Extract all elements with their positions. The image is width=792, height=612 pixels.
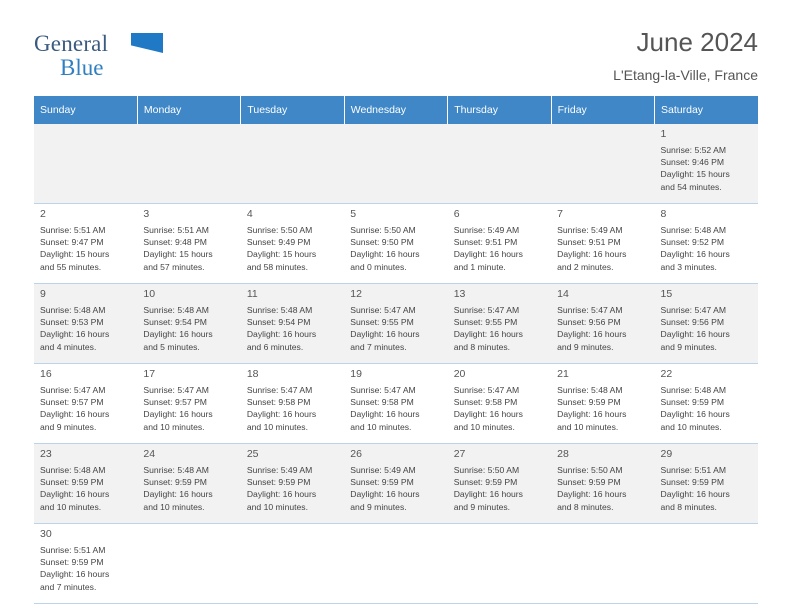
calendar-day-cell[interactable] [655, 284, 758, 364]
day-number: 4 [246, 208, 253, 220]
calendar-week-row [34, 364, 758, 444]
day-number: 11 [246, 288, 258, 300]
day-info-line: Daylight: 16 hours [246, 329, 317, 340]
day-info-line: and 10 minutes. [143, 421, 205, 432]
day-info-line: Sunrise: 5:47 AM [246, 385, 313, 395]
day-info-line: and 9 minutes. [557, 341, 614, 352]
day-info-line: Sunset: 9:59 PM [660, 477, 725, 488]
calendar-day-cell[interactable] [448, 444, 551, 524]
day-info-line: Daylight: 15 hours [246, 249, 317, 260]
day-info-line: Sunrise: 5:48 AM [40, 465, 106, 475]
day-info-line: and 1 minute. [453, 261, 506, 272]
day-info-line: Daylight: 16 hours [350, 409, 420, 420]
day-info-line: Sunset: 9:51 PM [557, 237, 621, 248]
day-number: 21 [557, 368, 569, 380]
day-info-line: Daylight: 16 hours [40, 409, 110, 420]
day-info-line: and 5 minutes. [143, 341, 200, 352]
calendar-cell-empty [241, 124, 344, 204]
day-info-line: Daylight: 16 hours [660, 409, 730, 420]
day-number: 6 [453, 208, 460, 220]
calendar-day-cell[interactable] [344, 284, 447, 364]
day-number: 16 [40, 368, 52, 380]
day-info-line: Sunset: 9:49 PM [246, 237, 311, 248]
day-info-line: Sunrise: 5:47 AM [453, 305, 520, 315]
calendar-day-cell[interactable] [551, 204, 654, 284]
day-info-line: and 55 minutes. [40, 261, 102, 272]
calendar-day-cell[interactable] [241, 364, 344, 444]
day-info-line: Sunrise: 5:48 AM [40, 305, 106, 315]
day-info-line: Sunset: 9:59 PM [246, 477, 311, 488]
day-number: 24 [143, 448, 156, 460]
day-info-line: Sunset: 9:52 PM [660, 237, 725, 248]
day-info-line: Daylight: 15 hours [143, 249, 213, 260]
calendar-day-cell[interactable] [344, 204, 447, 284]
calendar-day-cell[interactable] [34, 444, 137, 524]
day-info-line: Sunrise: 5:51 AM [660, 465, 726, 475]
day-number: 1 [660, 128, 667, 140]
day-info-line: Daylight: 16 hours [143, 409, 213, 420]
title-block [613, 24, 758, 86]
day-info-line: Sunrise: 5:48 AM [557, 385, 623, 395]
calendar-cell-empty [137, 524, 240, 604]
column-header-wednesday: Wednesday [344, 96, 447, 124]
day-info-line: Daylight: 16 hours [453, 329, 523, 340]
day-info-line: Daylight: 16 hours [557, 329, 627, 340]
calendar-cell-empty [344, 124, 447, 204]
calendar-day-cell[interactable] [241, 284, 344, 364]
calendar-cell-empty [344, 524, 447, 604]
day-info-line: Sunset: 9:46 PM [660, 157, 725, 168]
day-info-line: and 10 minutes. [660, 421, 722, 432]
day-info-line: Sunset: 9:59 PM [557, 397, 621, 408]
day-info-line: and 7 minutes. [40, 581, 97, 592]
day-info-line: and 8 minutes. [660, 501, 717, 512]
calendar-day-cell[interactable] [344, 444, 447, 524]
day-number: 12 [350, 288, 362, 300]
day-info-line: Sunrise: 5:51 AM [40, 545, 106, 555]
calendar-cell-empty [551, 524, 654, 604]
day-info-line: Daylight: 16 hours [350, 329, 420, 340]
day-info-line: Daylight: 16 hours [246, 409, 317, 420]
calendar-day-cell[interactable] [551, 284, 654, 364]
day-info-line: Sunset: 9:54 PM [143, 317, 207, 328]
day-info-line: Sunrise: 5:47 AM [40, 385, 106, 395]
day-info-line: Sunset: 9:59 PM [453, 477, 518, 488]
calendar-week-row [34, 524, 758, 604]
day-info-line: Daylight: 16 hours [453, 249, 523, 260]
day-info-line: Sunrise: 5:51 AM [40, 225, 106, 235]
calendar-day-cell[interactable] [34, 204, 137, 284]
calendar-day-cell[interactable] [34, 284, 137, 364]
calendar-table [34, 96, 758, 604]
day-info-line: Daylight: 16 hours [660, 249, 730, 260]
day-number: 2 [40, 208, 46, 220]
day-info-line: Daylight: 16 hours [350, 249, 420, 260]
day-info-line: and 8 minutes. [453, 341, 511, 352]
day-number: 13 [453, 288, 466, 300]
flag-icon [131, 33, 163, 53]
calendar-header-row [34, 96, 758, 124]
calendar-day-cell[interactable] [137, 204, 240, 284]
calendar-week-row [34, 444, 758, 524]
day-info-line: and 10 minutes. [350, 421, 412, 432]
day-info-line: Daylight: 16 hours [557, 409, 627, 420]
day-info-line: Sunset: 9:56 PM [660, 317, 725, 328]
day-info-line: Daylight: 16 hours [40, 489, 110, 500]
calendar-day-cell[interactable] [34, 364, 137, 444]
calendar-day-cell[interactable] [655, 204, 758, 284]
day-info-line: Sunset: 9:50 PM [350, 237, 414, 248]
day-info-line: and 10 minutes. [453, 421, 515, 432]
day-info-line: and 10 minutes. [143, 501, 205, 512]
logo-text-general: General [34, 31, 109, 56]
day-info-line: Sunset: 9:47 PM [40, 237, 104, 248]
column-header-friday: Friday [551, 96, 654, 124]
calendar-day-cell[interactable] [655, 444, 758, 524]
calendar-cell-empty [137, 124, 240, 204]
calendar-cell-empty [448, 124, 551, 204]
day-info-line: Sunset: 9:55 PM [453, 317, 518, 328]
day-info-line: and 3 minutes. [660, 261, 717, 272]
day-number: 7 [557, 208, 563, 220]
day-info-line: Daylight: 16 hours [143, 489, 213, 500]
day-info-line: Sunrise: 5:49 AM [246, 465, 313, 475]
column-header-sunday: Sunday [34, 96, 137, 124]
day-info-line: and 9 minutes. [40, 421, 97, 432]
day-info-line: Sunset: 9:58 PM [246, 397, 311, 408]
day-number: 3 [143, 208, 150, 220]
calendar-day-cell[interactable] [655, 124, 758, 204]
day-info-line: Sunset: 9:56 PM [557, 317, 621, 328]
day-info-line: Daylight: 16 hours [350, 489, 420, 500]
day-info-line: and 7 minutes. [350, 341, 407, 352]
calendar-day-cell[interactable] [448, 204, 551, 284]
calendar-day-cell[interactable] [344, 364, 447, 444]
day-info-line: Sunset: 9:57 PM [40, 397, 104, 408]
day-info-line: Daylight: 15 hours [40, 249, 110, 260]
day-info-line: and 9 minutes. [453, 501, 511, 512]
day-info-line: Sunrise: 5:47 AM [660, 305, 726, 315]
day-info-line: Sunset: 9:48 PM [143, 237, 207, 248]
day-info-line: Sunrise: 5:50 AM [453, 465, 520, 475]
day-number: 27 [453, 448, 466, 460]
calendar-week-row [34, 284, 758, 364]
calendar-day-cell[interactable] [448, 364, 551, 444]
day-info-line: and 10 minutes. [557, 421, 619, 432]
day-info-line: Sunrise: 5:48 AM [143, 305, 209, 315]
day-info-line: Daylight: 16 hours [557, 249, 627, 260]
day-info-line: Sunrise: 5:48 AM [246, 305, 313, 315]
day-info-line: Sunset: 9:58 PM [350, 397, 414, 408]
day-info-line: and 57 minutes. [143, 261, 205, 272]
day-number: 29 [660, 448, 673, 460]
page-title: June 2024 [636, 27, 758, 57]
day-info-line: Sunset: 9:59 PM [40, 557, 104, 568]
day-number: 5 [350, 208, 357, 220]
day-info-line: Sunset: 9:59 PM [660, 397, 725, 408]
day-info-line: Daylight: 16 hours [660, 489, 730, 500]
calendar-body [34, 124, 758, 604]
location-label: L'Etang-la-Ville, France [613, 67, 758, 83]
calendar-cell-empty [241, 524, 344, 604]
day-info-line: Sunrise: 5:49 AM [350, 465, 416, 475]
day-info-line: Daylight: 16 hours [660, 329, 730, 340]
day-info-line: Sunset: 9:58 PM [453, 397, 518, 408]
calendar-day-cell[interactable] [34, 524, 137, 604]
day-info-line: and 54 minutes. [660, 181, 722, 192]
day-info-line: Sunrise: 5:51 AM [143, 225, 209, 235]
day-number: 23 [40, 448, 52, 460]
calendar-cell-empty [655, 524, 758, 604]
day-info-line: and 10 minutes. [246, 421, 308, 432]
day-info-line: Sunrise: 5:50 AM [246, 225, 313, 235]
calendar-day-cell[interactable] [448, 284, 551, 364]
column-header-monday: Monday [137, 96, 240, 124]
day-info-line: Sunset: 9:57 PM [143, 397, 207, 408]
day-number: 18 [246, 368, 259, 380]
day-number: 30 [40, 528, 52, 540]
day-info-line: Daylight: 16 hours [453, 489, 523, 500]
column-header-saturday: Saturday [655, 96, 758, 124]
logo-text-blue: Blue [60, 55, 104, 80]
day-info-line: Sunrise: 5:48 AM [660, 385, 726, 395]
day-number: 15 [660, 288, 673, 300]
calendar-day-cell[interactable] [241, 204, 344, 284]
calendar-day-cell[interactable] [551, 444, 654, 524]
day-info-line: Sunrise: 5:48 AM [143, 465, 209, 475]
day-info-line: and 58 minutes. [246, 261, 308, 272]
day-number: 9 [40, 288, 46, 300]
day-number: 25 [246, 448, 259, 460]
day-info-line: Sunrise: 5:52 AM [660, 145, 726, 155]
day-info-line: Daylight: 16 hours [453, 409, 523, 420]
day-number: 17 [143, 368, 156, 380]
day-info-line: Daylight: 16 hours [557, 489, 627, 500]
page-header [34, 24, 758, 90]
day-info-line: and 10 minutes. [246, 501, 308, 512]
calendar-week-row [34, 124, 758, 204]
day-info-line: Sunrise: 5:50 AM [350, 225, 416, 235]
day-info-line: Sunrise: 5:50 AM [557, 465, 623, 475]
logo [34, 24, 184, 88]
calendar-day-cell[interactable] [137, 364, 240, 444]
day-info-line: Sunrise: 5:47 AM [350, 305, 416, 315]
day-info-line: Sunset: 9:59 PM [557, 477, 621, 488]
calendar-week-row [34, 204, 758, 284]
day-info-line: and 0 minutes. [350, 261, 407, 272]
day-number: 26 [350, 448, 362, 460]
day-info-line: Daylight: 16 hours [40, 329, 110, 340]
calendar-cell-empty [448, 524, 551, 604]
calendar-day-cell[interactable] [137, 444, 240, 524]
day-info-line: Sunrise: 5:49 AM [453, 225, 520, 235]
day-info-line: Daylight: 15 hours [660, 169, 730, 180]
day-info-line: Daylight: 16 hours [246, 489, 317, 500]
day-info-line: Daylight: 16 hours [143, 329, 213, 340]
day-number: 8 [660, 208, 667, 220]
calendar-cell-empty [551, 124, 654, 204]
day-info-line: Sunrise: 5:47 AM [453, 385, 520, 395]
day-info-line: Sunset: 9:53 PM [40, 317, 104, 328]
day-info-line: Daylight: 16 hours [40, 569, 110, 580]
day-info-line: Sunset: 9:59 PM [143, 477, 207, 488]
day-info-line: Sunset: 9:51 PM [453, 237, 518, 248]
day-number: 22 [660, 368, 673, 380]
day-info-line: and 8 minutes. [557, 501, 614, 512]
day-number: 19 [350, 368, 362, 380]
day-info-line: and 9 minutes. [350, 501, 407, 512]
day-number: 10 [143, 288, 156, 300]
calendar-day-cell[interactable] [241, 444, 344, 524]
day-info-line: Sunrise: 5:47 AM [143, 385, 209, 395]
day-number: 28 [557, 448, 569, 460]
day-info-line: Sunset: 9:54 PM [246, 317, 311, 328]
day-info-line: and 9 minutes. [660, 341, 717, 352]
column-header-tuesday: Tuesday [241, 96, 344, 124]
day-info-line: Sunrise: 5:47 AM [557, 305, 623, 315]
calendar-cell-empty [34, 124, 137, 204]
day-number: 14 [557, 288, 569, 300]
day-info-line: and 6 minutes. [246, 341, 304, 352]
day-number: 20 [453, 368, 466, 380]
calendar-day-cell[interactable] [655, 364, 758, 444]
column-header-thursday: Thursday [448, 96, 551, 124]
day-info-line: and 2 minutes. [557, 261, 614, 272]
calendar-day-cell[interactable] [551, 364, 654, 444]
calendar-day-cell[interactable] [137, 284, 240, 364]
day-info-line: and 10 minutes. [40, 501, 102, 512]
day-info-line: Sunrise: 5:49 AM [557, 225, 623, 235]
day-info-line: Sunrise: 5:47 AM [350, 385, 416, 395]
day-info-line: Sunrise: 5:48 AM [660, 225, 726, 235]
day-info-line: and 4 minutes. [40, 341, 97, 352]
day-info-line: Sunset: 9:59 PM [350, 477, 414, 488]
day-info-line: Sunset: 9:55 PM [350, 317, 414, 328]
day-info-line: Sunset: 9:59 PM [40, 477, 104, 488]
